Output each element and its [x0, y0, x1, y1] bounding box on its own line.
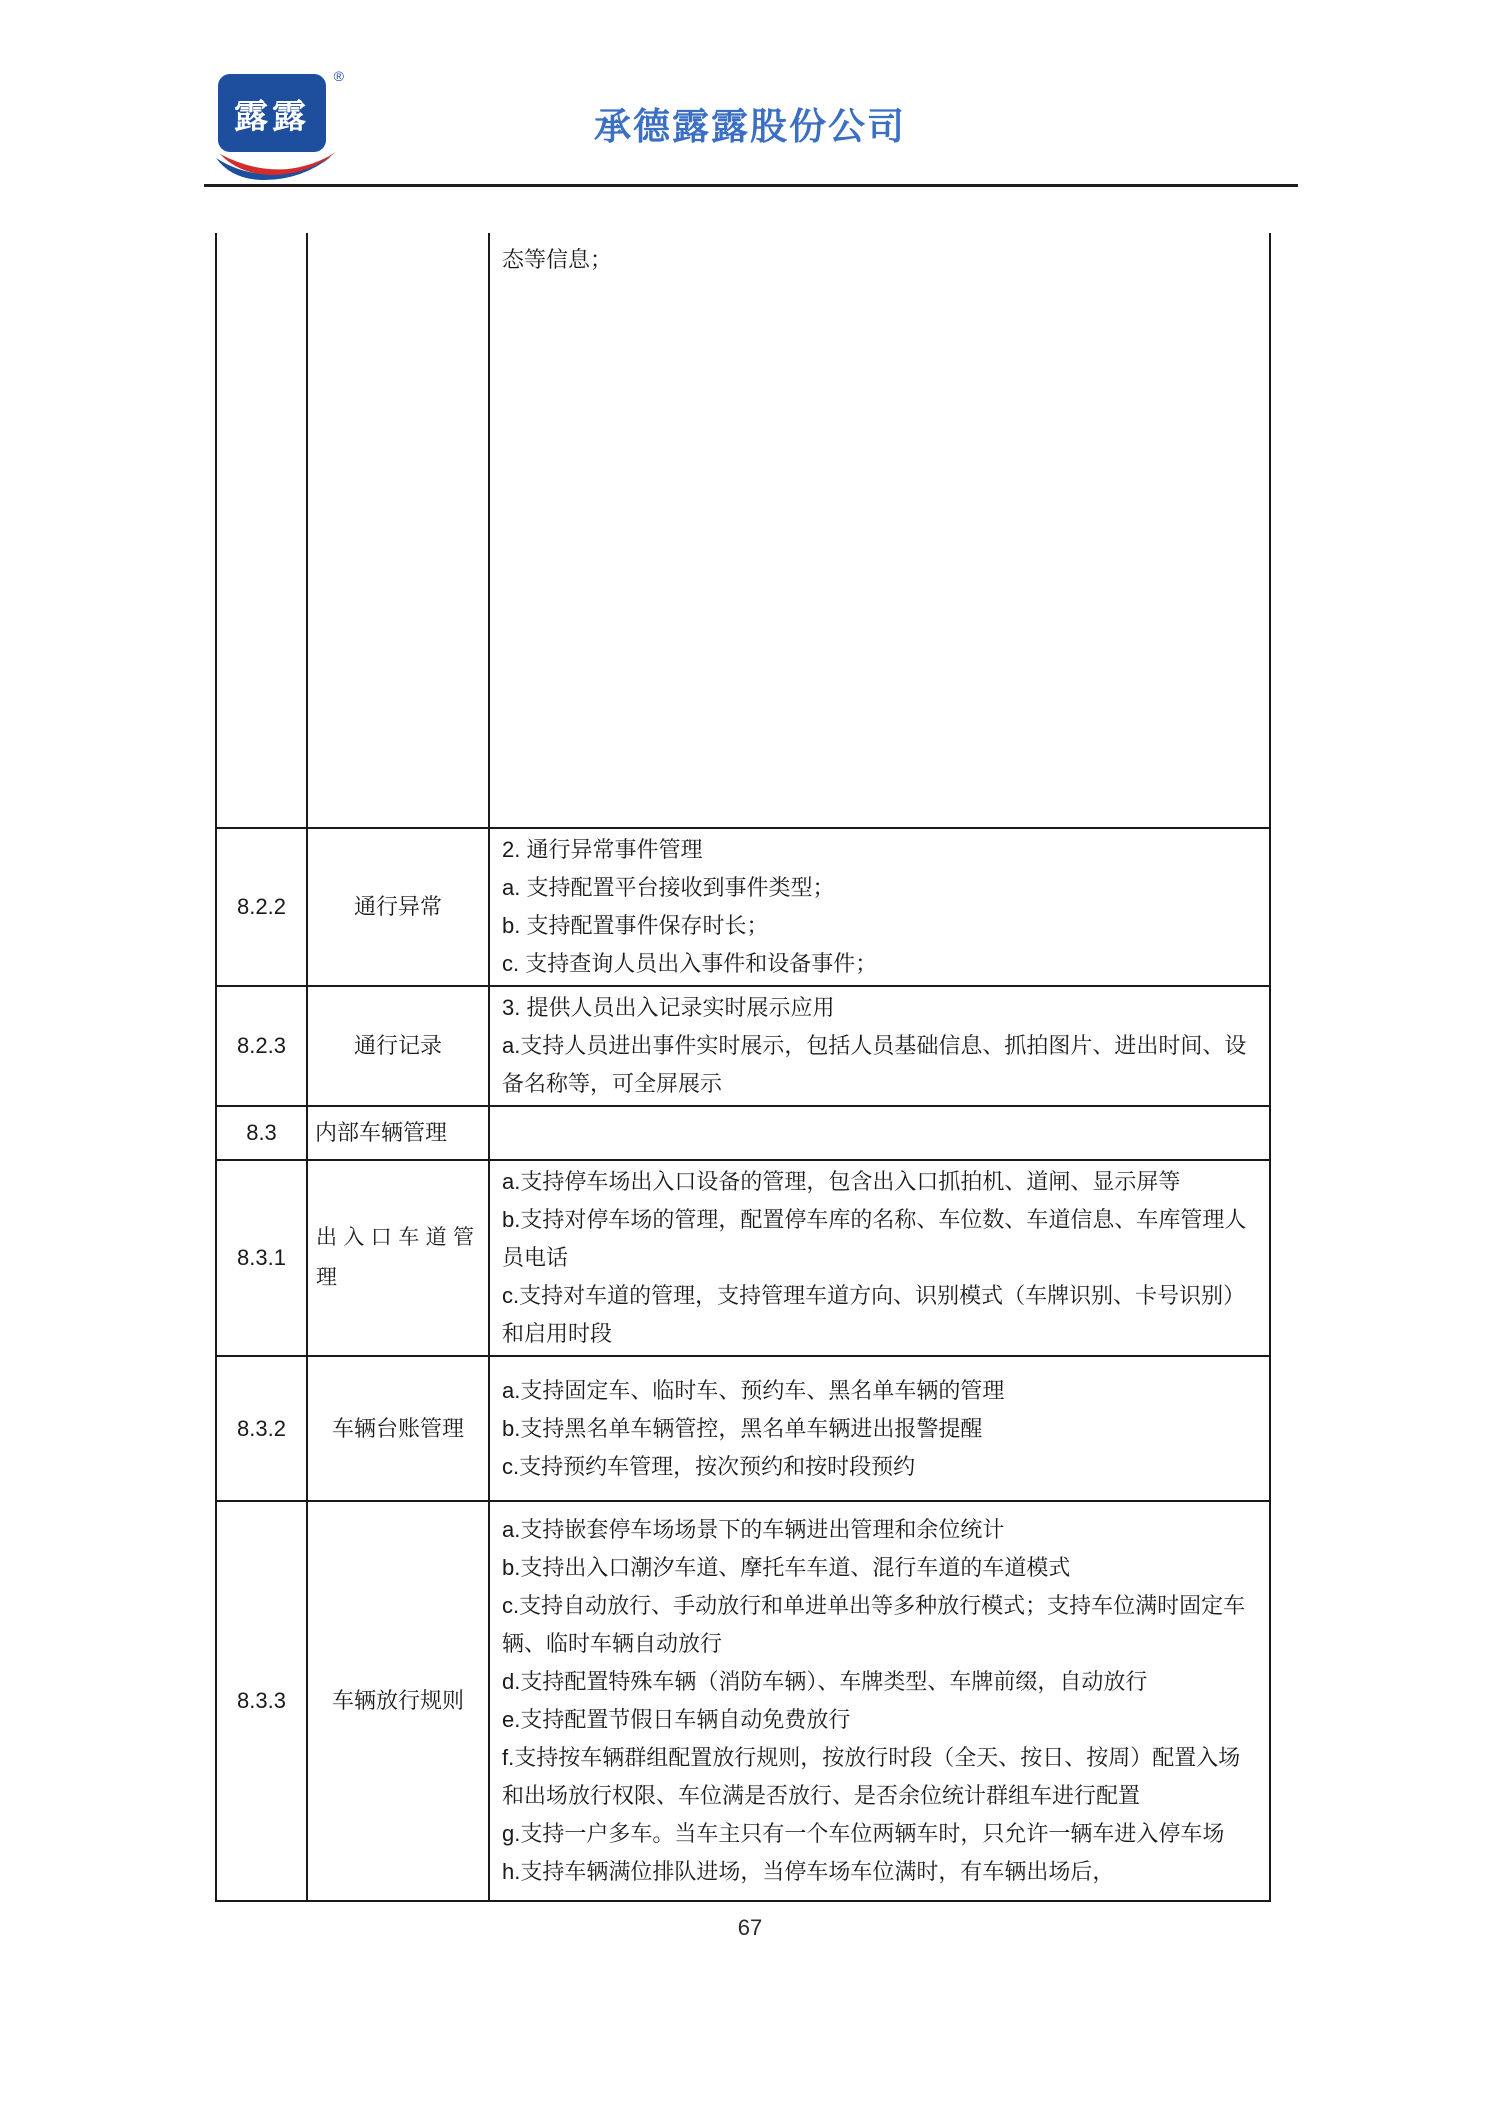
row-label-cell: [308, 233, 490, 829]
header-rule: [204, 184, 1298, 187]
content-line: a. 支持配置平台接收到事件类型；: [502, 875, 835, 900]
content-line: c.支持预约车管理，按次预约和按时段预约: [502, 1453, 916, 1479]
content-line: 2. 通行异常事件管理: [502, 837, 703, 862]
table-row-continuation: [217, 233, 1271, 829]
content-line: b. 支持配置事件保存时长；: [502, 913, 769, 938]
content-line: b.支持黑名单车辆管控，黑名单车辆进出报警提醒: [502, 1415, 983, 1441]
content-line: a.支持固定车、临时车、预约车、黑名单车辆的管理: [502, 1377, 1005, 1403]
content-line: a.支持人员进出事件实时展示，包括人员基础信息、抓拍图片、进出时间、设备名称等，可全屏展示: [502, 1033, 1247, 1096]
page-header: [0, 0, 1500, 190]
content-line: 3. 提供人员出入记录实时展示应用: [502, 995, 835, 1020]
row-label-cell: 通行异常: [308, 829, 490, 987]
company-name: 承德露露股份公司: [594, 106, 906, 147]
table-row-8-3: [217, 1107, 1271, 1161]
table-row-8-2-3: [217, 987, 1271, 1107]
row-id-cell: 8.3.1: [217, 1161, 308, 1357]
content-line: c.支持自动放行、手动放行和单进单出等多种放行模式；支持车位满时固定车辆、临时车辆自动放行: [502, 1593, 1246, 1656]
table-row-8-2-2: [217, 829, 1271, 987]
requirements-table: [215, 233, 1271, 1902]
row-label-cell: 车辆放行规则: [308, 1502, 490, 1902]
logo-text: 露露: [234, 96, 310, 137]
row-content-cell: [490, 1107, 1271, 1161]
table-row-8-3-1: [217, 1161, 1271, 1357]
content-line: b.支持出入口潮汐车道、摩托车车道、混行车道的车道模式: [502, 1555, 1071, 1580]
row-content-cell: [490, 233, 1271, 829]
row-label-cell: [308, 1161, 490, 1357]
page-number: 67: [737, 1915, 763, 1940]
content-line: c. 支持查询人员出入事件和设备事件；: [502, 951, 878, 976]
row-content-cell: [490, 829, 1271, 987]
content-line: 态等信息；: [502, 247, 613, 272]
content-line: d.支持配置特殊车辆（消防车辆）、车牌类型、车牌前缀，自动放行: [502, 1669, 1148, 1694]
content-line: c.支持对车道的管理，支持管理车道方向、识别模式（车牌识别、卡号识别）和启用时段: [502, 1283, 1246, 1346]
table-row-8-3-3: [217, 1502, 1271, 1902]
row-id-cell: 8.2.3: [217, 987, 308, 1107]
row-id-cell: 8.2.2: [217, 829, 308, 987]
content-line: h.支持车辆满位排队进场，当停车场车位满时，有车辆出场后，: [502, 1859, 1115, 1884]
row-content-cell: [490, 1357, 1271, 1502]
logo-swoosh-icon: [214, 150, 340, 180]
content-line: a.支持停车场出入口设备的管理，包含出入口抓拍机、道闸、显示屏等: [502, 1169, 1181, 1194]
row-label-cell: 通行记录: [308, 987, 490, 1107]
row-id-cell: 8.3.3: [217, 1502, 308, 1902]
table-row-8-3-2: [217, 1357, 1271, 1502]
content-line: a.支持嵌套停车场场景下的车辆进出管理和余位统计: [502, 1517, 1005, 1542]
row-id-cell: 8.3: [217, 1107, 308, 1161]
row-id-cell: [217, 233, 308, 829]
content-line: g.支持一户多车。当车主只有一个车位两辆车时，只允许一辆车进入停车场: [502, 1821, 1225, 1846]
row-label: 出入口车道管理: [316, 1226, 480, 1289]
row-label-cell: 内部车辆管理: [308, 1107, 490, 1161]
row-content-cell: [490, 1502, 1271, 1902]
row-id-cell: 8.3.2: [217, 1357, 308, 1502]
content-line: b.支持对停车场的管理，配置停车库的名称、车位数、车道信息、车库管理人员电话: [502, 1207, 1247, 1270]
registered-trademark-icon: ®: [333, 68, 344, 84]
content-line: f.支持按车辆群组配置放行规则，按放行时段（全天、按日、按周）配置入场和出场放行权限、车位满是否放行、是否余位统计群组车进行配置: [502, 1745, 1241, 1808]
content-line: e.支持配置节假日车辆自动免费放行: [502, 1707, 851, 1732]
row-content-cell: [490, 987, 1271, 1107]
row-label-cell: 车辆台账管理: [308, 1357, 490, 1502]
row-content-cell: [490, 1161, 1271, 1357]
